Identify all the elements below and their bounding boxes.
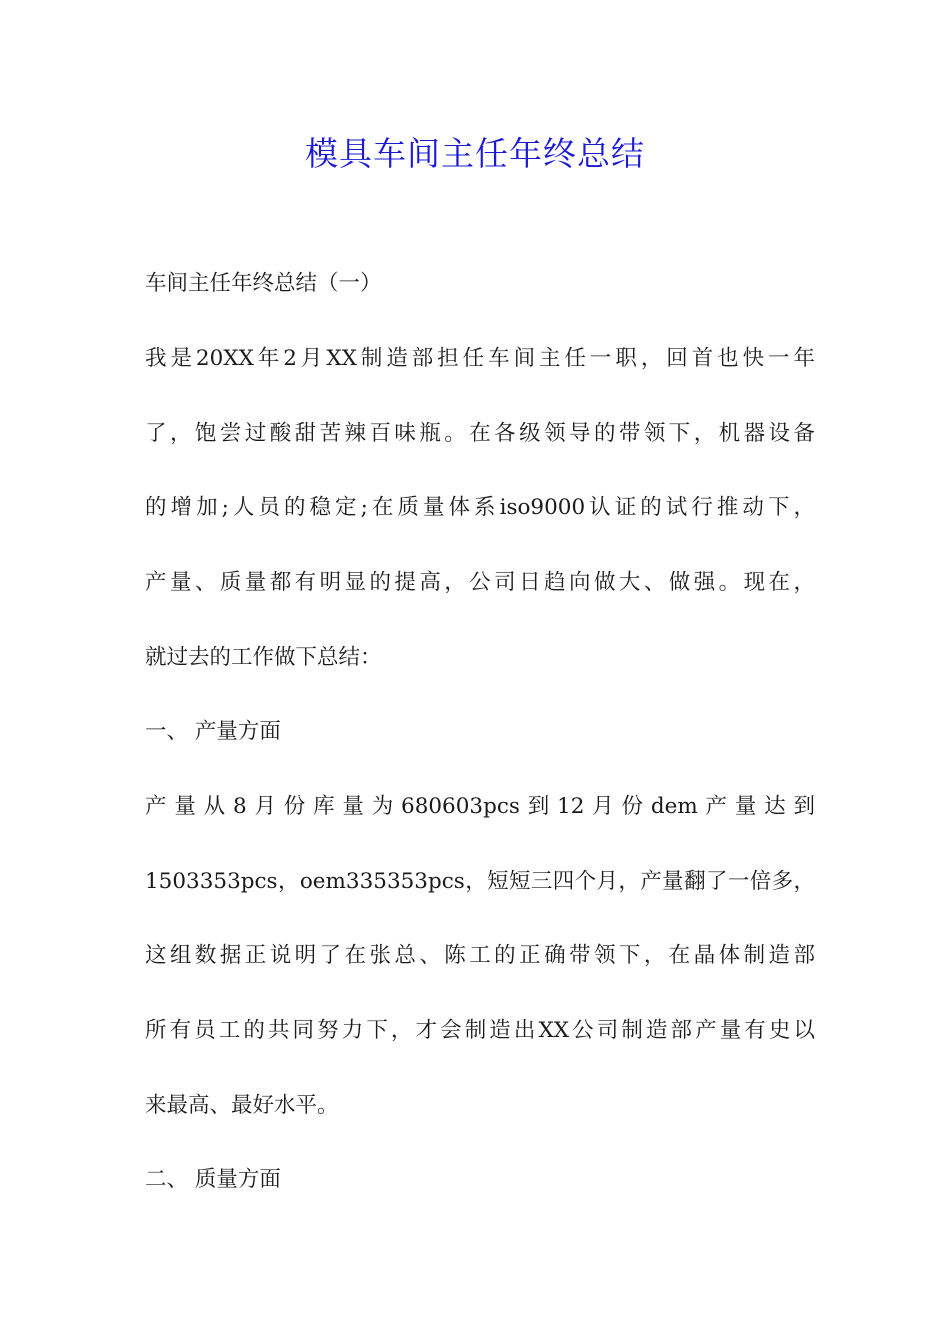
section-heading-output: 一、 产量方面	[145, 719, 281, 744]
paragraph-line: 来最高、最好水平。	[145, 1093, 339, 1118]
section-heading-quality: 二、 质量方面	[145, 1167, 281, 1192]
paragraph-line: 产量、质量都有明显的提高，公司日趋向做大、做强。现在，	[145, 570, 815, 595]
section-subtitle: 车间主任年终总结（一）	[145, 271, 382, 296]
paragraph-line: 了，饱尝过酸甜苦辣百味瓶。在各级领导的带领下，机器设备	[145, 421, 815, 446]
paragraph-line: 所有员工的共同努力下，才会制造出XX公司制造部产量有史以	[145, 1018, 815, 1043]
paragraph-line: 我是20XX年2月XX制造部担任车间主任一职，回首也快一年	[145, 346, 815, 371]
paragraph-line: 1503353pcs，oem335353pcs，短短三四个月，产量翻了一倍多，	[145, 869, 815, 894]
paragraph-line: 的增加;人员的稳定;在质量体系iso9000认证的试行推动下，	[145, 495, 815, 520]
paragraph-line: 就过去的工作做下总结：	[145, 645, 382, 670]
paragraph-line: 这组数据正说明了在张总、陈工的正确带领下，在晶体制造部	[145, 943, 815, 968]
paragraph-line: 产量从8月份库量为680603pcs到12月份dem产量达到	[145, 794, 815, 819]
document-title: 模具车间主任年终总结	[305, 134, 645, 173]
